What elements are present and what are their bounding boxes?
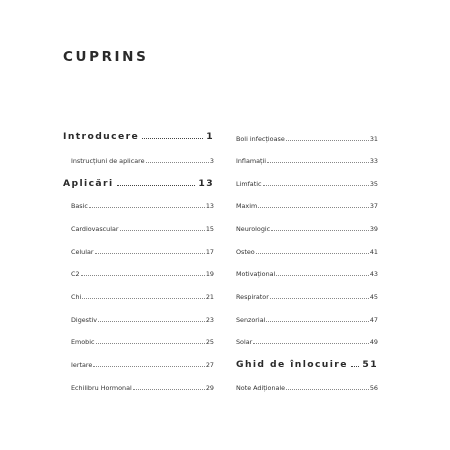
dot-leader <box>256 253 369 254</box>
dot-leader <box>267 162 369 163</box>
dot-leader <box>351 366 360 367</box>
toc-entry-page: 15 <box>205 225 214 233</box>
toc-entry-label: Introducere <box>63 131 140 142</box>
dot-leader <box>95 253 205 254</box>
toc-entry-chi[interactable] <box>63 293 214 301</box>
toc-entry-label: Maxim <box>236 202 258 210</box>
toc-entry-ghid-de-inlocuire[interactable] <box>236 359 378 370</box>
toc-entry-page: 31 <box>369 135 378 143</box>
toc-entry-page: 47 <box>369 316 378 324</box>
toc-entry-limfatic[interactable] <box>236 180 378 188</box>
toc-entry-osteo[interactable] <box>236 248 378 256</box>
dot-leader <box>96 343 205 344</box>
toc-entry-senzorial[interactable] <box>236 316 378 324</box>
dot-leader <box>82 298 205 299</box>
toc-entry-note-aditionale[interactable] <box>236 384 378 392</box>
toc-entry-label: Solar <box>236 338 253 346</box>
toc-entry-echilibru-hormonal[interactable] <box>63 384 214 392</box>
toc-entry-page: 3 <box>209 157 214 165</box>
toc-entry-label: C2 <box>71 270 80 278</box>
toc-entry-label: Celular <box>71 248 94 256</box>
dot-leader <box>81 275 205 276</box>
dot-leader <box>266 321 368 322</box>
dot-leader <box>120 230 205 231</box>
toc-entry-page: 25 <box>205 338 214 346</box>
toc-entry-page: 33 <box>369 157 378 165</box>
toc-entry-page: 17 <box>205 248 214 256</box>
toc-entry-celular[interactable] <box>63 248 214 256</box>
dot-leader <box>133 389 205 390</box>
page-title: CUPRINS <box>63 49 149 65</box>
toc-entry-page: 21 <box>205 293 214 301</box>
toc-entry-label: Echilibru Hormonal <box>71 384 132 392</box>
toc-entry-label: Chi <box>71 293 82 301</box>
toc-entry-inflamatii[interactable] <box>236 157 378 165</box>
dot-leader <box>286 389 369 390</box>
toc-entry-c2[interactable] <box>63 270 214 278</box>
toc-entry-page: 29 <box>205 384 214 392</box>
toc-entry-page: 37 <box>369 202 378 210</box>
toc-entry-page: 23 <box>205 316 214 324</box>
toc-entry-label: Neurologic <box>236 225 271 233</box>
toc-entry-basic[interactable] <box>63 202 214 210</box>
toc-entry-page: 27 <box>205 361 214 369</box>
toc-entry-label: Osteo <box>236 248 255 256</box>
dot-leader <box>146 162 209 163</box>
toc-entry-label: Iertare <box>71 361 93 369</box>
toc-entry-introducere[interactable] <box>63 131 214 142</box>
toc-entry-page: 49 <box>369 338 378 346</box>
toc-entry-aplicari[interactable] <box>63 178 214 189</box>
toc-entry-motivational[interactable] <box>236 270 378 278</box>
toc-entry-label: Aplicări <box>63 178 114 189</box>
toc-entry-page: 43 <box>369 270 378 278</box>
toc-entry-label: Senzorial <box>236 316 266 324</box>
toc-entry-label: Cardiovascular <box>71 225 119 233</box>
dot-leader <box>258 207 369 208</box>
dot-leader <box>276 275 369 276</box>
toc-entry-page: 51 <box>362 359 378 370</box>
toc-entry-emobic[interactable] <box>63 338 214 346</box>
toc-entry-label: Motivațional <box>236 270 276 278</box>
toc-entry-page: 56 <box>369 384 378 392</box>
toc-entry-maxim[interactable] <box>236 202 378 210</box>
toc-entry-cardiovascular[interactable] <box>63 225 214 233</box>
dot-leader <box>117 185 196 186</box>
toc-entry-label: Inflamații <box>236 157 267 165</box>
dot-leader <box>253 343 369 344</box>
toc-entry-solar[interactable] <box>236 338 378 346</box>
toc-entry-page: 1 <box>206 131 214 142</box>
dot-leader <box>93 366 205 367</box>
toc-entry-label: Limfatic <box>236 180 262 188</box>
toc-entry-label: Note Adiționale <box>236 384 286 392</box>
dot-leader <box>89 207 205 208</box>
toc-entry-label: Boli infecțioase <box>236 135 285 143</box>
toc-entry-label: Ghid de înlocuire <box>236 359 348 370</box>
dot-leader <box>142 138 203 139</box>
toc-entry-page: 35 <box>369 180 378 188</box>
dot-leader <box>263 185 369 186</box>
toc-entry-iertare[interactable] <box>63 361 214 369</box>
toc-entry-label: Instrucțiuni de aplicare <box>71 157 145 165</box>
toc-entry-label: Digestiv <box>71 316 98 324</box>
toc-entry-page: 19 <box>205 270 214 278</box>
toc-entry-boli-infectioase[interactable] <box>236 135 378 143</box>
dot-leader <box>270 298 369 299</box>
dot-leader <box>98 321 205 322</box>
toc-entry-neurologic[interactable] <box>236 225 378 233</box>
toc-entry-digestiv[interactable] <box>63 316 214 324</box>
toc-entry-page: 13 <box>205 202 214 210</box>
toc-entry-label: Basic <box>71 202 88 210</box>
toc-entry-page: 45 <box>369 293 378 301</box>
toc-entry-label: Emobic <box>71 338 95 346</box>
toc-entry-page: 39 <box>369 225 378 233</box>
toc-entry-page: 41 <box>369 248 378 256</box>
toc-entry-instructiuni[interactable] <box>63 157 214 165</box>
toc-entry-label: Respirator <box>236 293 269 301</box>
dot-leader <box>271 230 369 231</box>
toc-entry-page: 13 <box>198 178 214 189</box>
dot-leader <box>286 140 369 141</box>
toc-entry-respirator[interactable] <box>236 293 378 301</box>
